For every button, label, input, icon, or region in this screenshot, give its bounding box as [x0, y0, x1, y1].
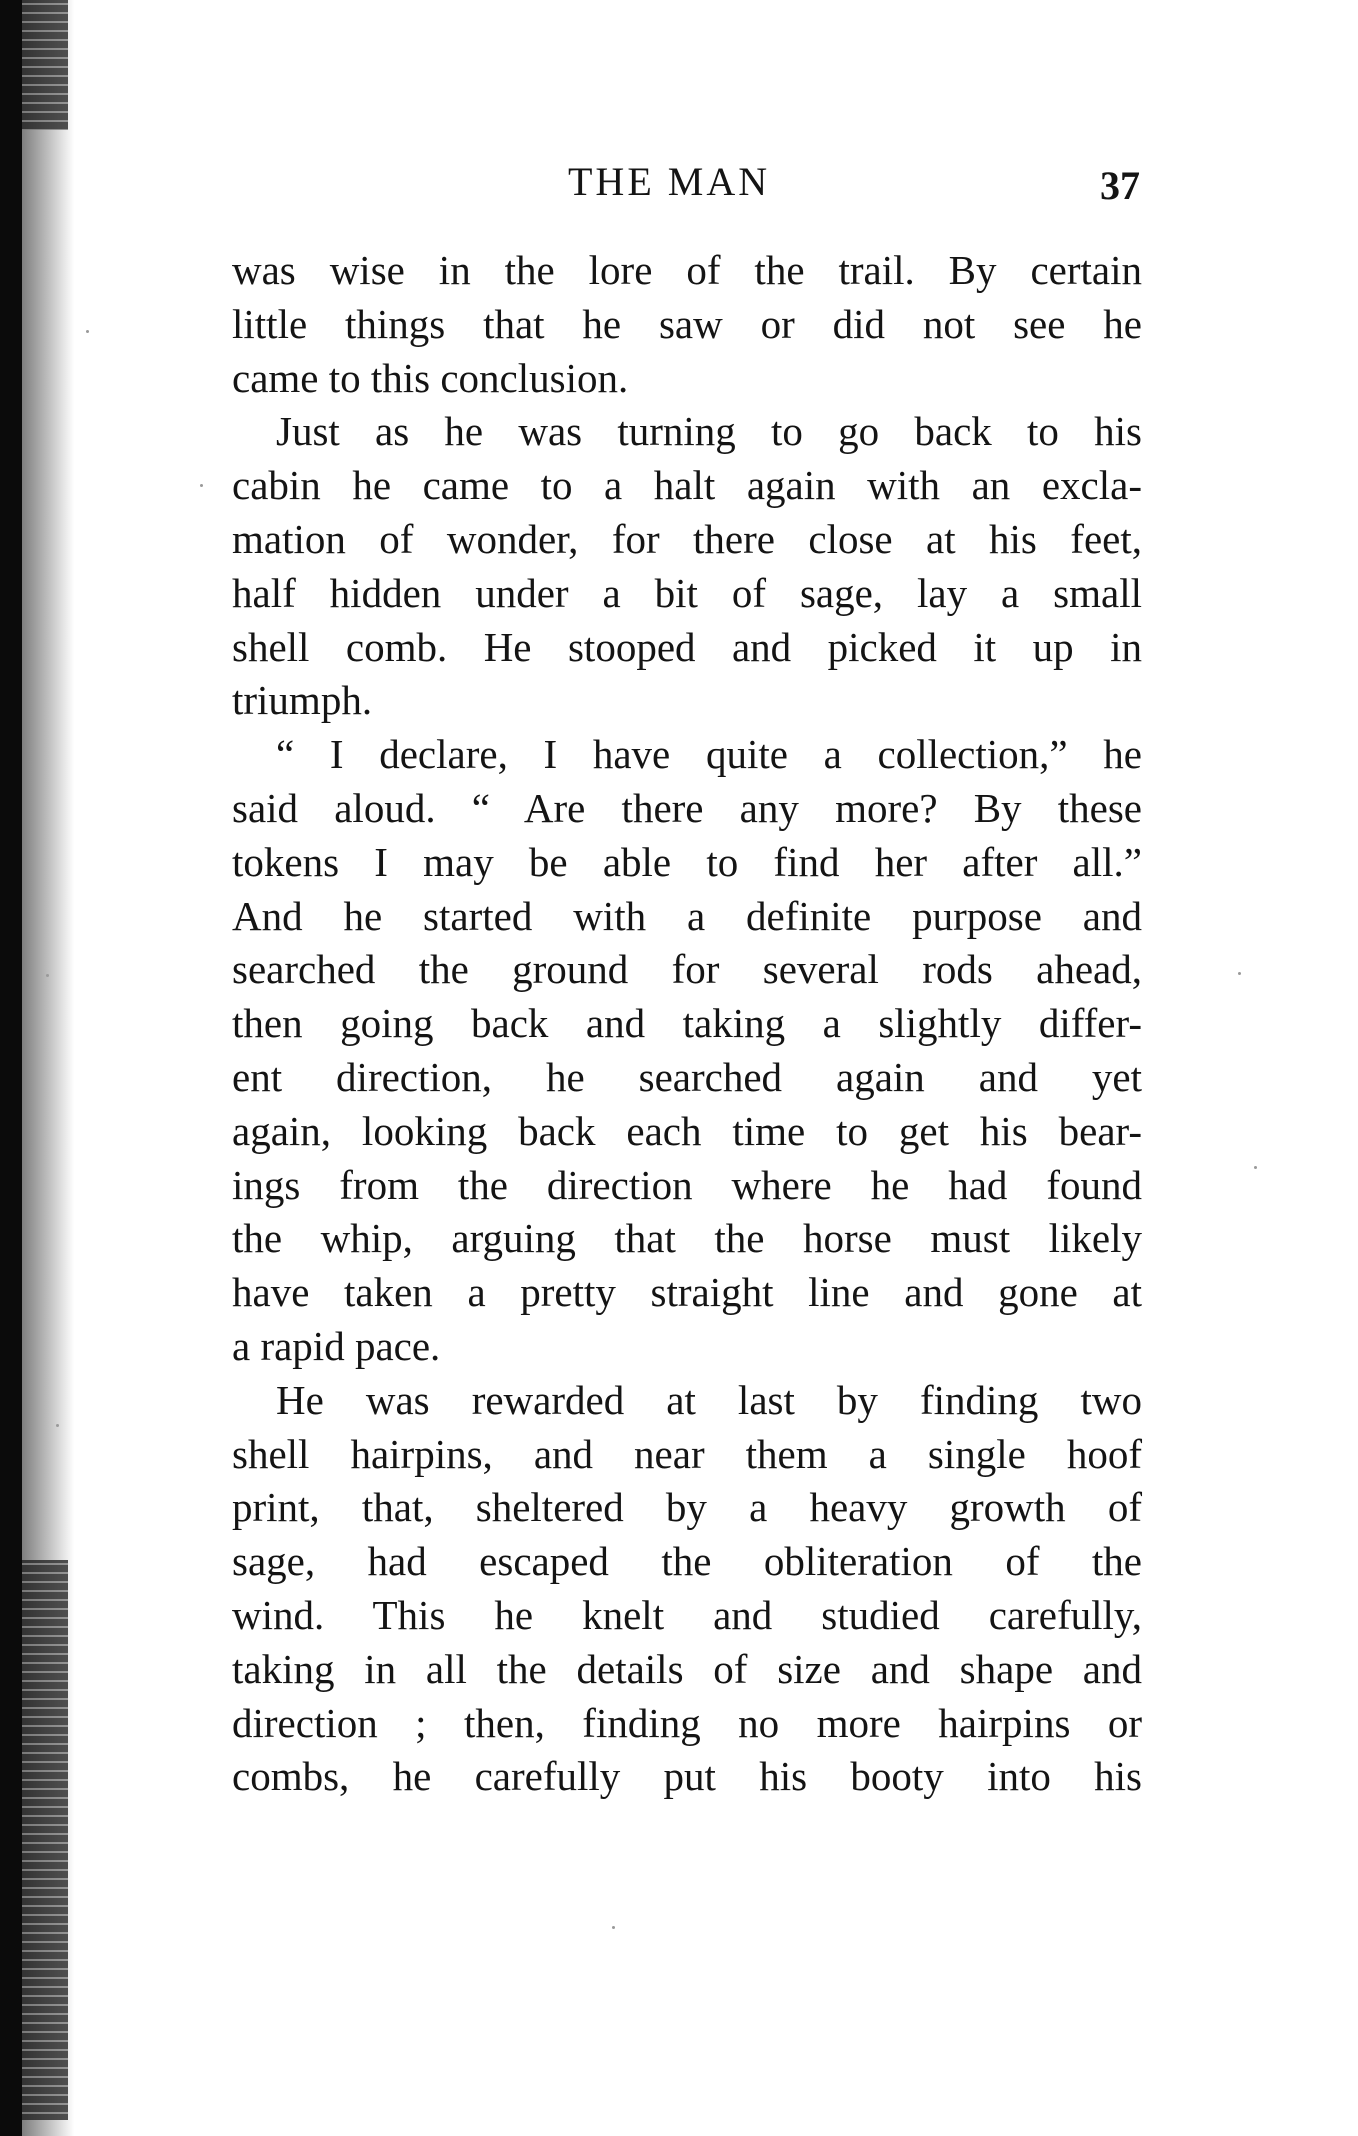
text-line: half hidden under a bit of sage, lay a small — [232, 569, 1142, 616]
spine-fray-top — [22, 0, 68, 130]
text-line: searched the ground for several rods ahead, — [232, 946, 1142, 993]
text-line: little things that he saw or did not see he — [232, 300, 1142, 347]
text-line: taking in all the details of size and shape and — [232, 1645, 1142, 1692]
text-line: a rapid pace. — [232, 1322, 441, 1369]
text-line: ent direction, he searched again and yet — [232, 1053, 1142, 1100]
text-line: combs, he carefully put his booty into his — [232, 1753, 1142, 1800]
text-line: print, that, sheltered by a heavy growth of — [232, 1484, 1142, 1531]
text-line: Just as he was turning to go back to his — [276, 408, 1142, 455]
text-line: shell hairpins, and near them a single hoof — [232, 1430, 1142, 1477]
paper-speck — [1254, 1166, 1257, 1169]
paper-speck — [612, 1926, 615, 1929]
text-line: tokens I may be able to find her after all.” — [232, 838, 1142, 885]
body-text — [232, 244, 1142, 1804]
text-line: wind. This he knelt and studied carefully, — [232, 1591, 1142, 1638]
text-line: triumph. — [232, 677, 373, 724]
paper-speck — [200, 484, 203, 487]
text-line: He was rewarded at last by finding two — [276, 1376, 1142, 1423]
text-line: have taken a pretty straight line and gone at — [232, 1269, 1142, 1316]
running-title: THE MAN — [568, 159, 771, 204]
text-line: mation of wonder, for there close at his feet, — [232, 515, 1142, 562]
text-line: “ I declare, I have quite a collection,” he — [276, 731, 1142, 778]
text-line: again, looking back each time to get his bear- — [232, 1107, 1142, 1154]
paper-speck — [86, 330, 89, 333]
book-spine-shadow — [0, 0, 22, 2136]
text-line: then going back and taking a slightly differ- — [232, 1000, 1142, 1047]
text-line: came to this conclusion. — [232, 354, 629, 401]
text-line: the whip, arguing that the horse must likely — [232, 1215, 1142, 1262]
text-line: was wise in the lore of the trail. By certain — [232, 247, 1142, 293]
spine-fray-bottom — [22, 1560, 68, 2120]
text-line: ings from the direction where he had found — [232, 1161, 1142, 1208]
paper-speck — [56, 1424, 59, 1427]
text-line: said aloud. “ Are there any more? By these — [232, 784, 1142, 831]
running-head — [230, 148, 1145, 208]
text-line: And he started with a definite purpose and — [232, 892, 1142, 939]
page-number: 37 — [1100, 163, 1140, 208]
paper-speck — [46, 974, 49, 977]
paper-speck — [1238, 972, 1241, 975]
text-line: direction ; then, finding no more hairpins or — [232, 1699, 1142, 1746]
text-line: cabin he came to a halt again with an excla- — [232, 462, 1142, 509]
text-line: sage, had escaped the obliteration of the — [232, 1538, 1142, 1585]
text-line: shell comb. He stooped and picked it up in — [232, 623, 1142, 670]
